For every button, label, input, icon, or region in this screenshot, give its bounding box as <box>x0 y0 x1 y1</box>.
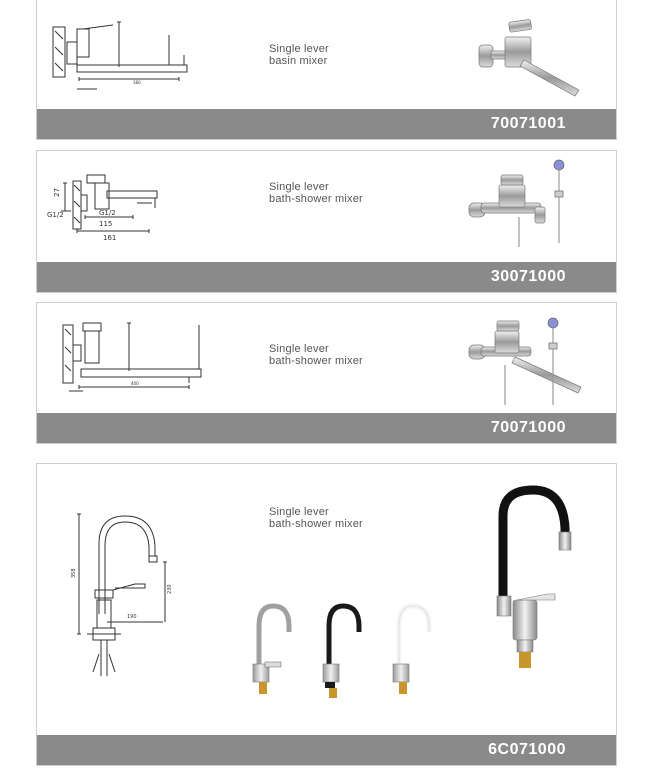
product-code-bar <box>37 413 616 443</box>
desc-line1: Single lever <box>269 181 329 193</box>
desc-line2: bath-shower mixer <box>269 193 363 205</box>
desc-line1: Single lever <box>269 43 329 55</box>
product-description <box>269 43 329 67</box>
faucet-variants-photo <box>237 598 447 708</box>
dim-inlet-left: G1/2 <box>47 211 64 219</box>
product-code-bar <box>37 735 616 765</box>
faucet-photo <box>469 15 589 100</box>
svg-text:230: 230 <box>167 584 173 594</box>
dim-inlet-right: G1/2 <box>99 209 116 217</box>
dim-centers: 115 <box>99 220 113 228</box>
faucet-photo <box>463 157 573 249</box>
svg-text:380: 380 <box>133 80 141 85</box>
product-card-6C071000 <box>36 463 617 766</box>
faucet-grey <box>253 606 289 694</box>
desc-line2: basin mixer <box>269 55 328 67</box>
product-code-bar <box>37 109 616 139</box>
desc-line2: bath-shower mixer <box>269 355 363 367</box>
product-description <box>269 181 363 205</box>
desc-line2: bath-shower mixer <box>269 518 363 530</box>
dim-height: 27 <box>53 188 61 197</box>
faucet-white <box>393 606 429 694</box>
product-description <box>269 343 363 367</box>
dim-length: 161 <box>103 234 117 242</box>
svg-text:190: 190 <box>127 614 137 620</box>
product-card-70071001 <box>36 0 617 140</box>
svg-text:400: 400 <box>131 381 139 386</box>
svg-text:358: 358 <box>71 568 77 578</box>
product-code: 30071000 <box>490 268 566 285</box>
faucet-black <box>323 606 359 698</box>
product-code: 70071001 <box>490 115 566 132</box>
product-code: 70071000 <box>490 419 566 436</box>
technical-drawing <box>49 17 199 102</box>
technical-drawing <box>49 317 214 402</box>
technical-drawing <box>47 169 187 249</box>
product-code-bar <box>37 262 616 292</box>
faucet-black-spout-photo <box>483 484 583 684</box>
desc-line1: Single lever <box>269 343 329 355</box>
product-card-30071000 <box>36 150 617 293</box>
technical-drawing <box>65 504 215 714</box>
product-code: 6C071000 <box>488 741 566 758</box>
product-description <box>269 506 363 530</box>
faucet-photo <box>465 313 587 407</box>
desc-line1: Single lever <box>269 506 329 518</box>
product-card-70071000 <box>36 302 617 444</box>
